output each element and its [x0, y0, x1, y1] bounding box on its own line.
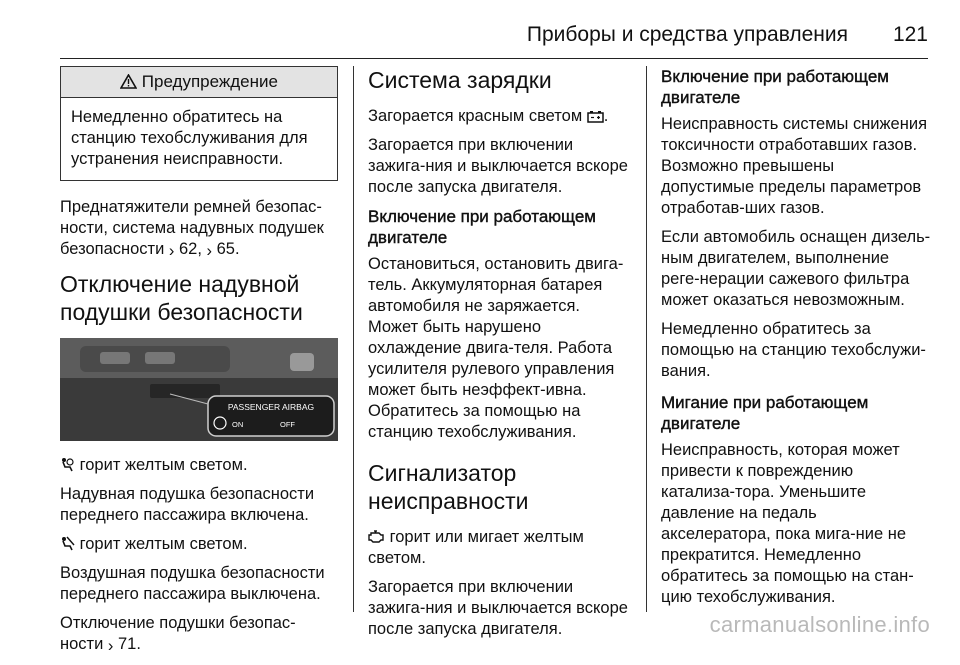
subheading: Включение при работающем двигателе [368, 207, 596, 247]
lamp-text: горит желтым светом. [79, 456, 248, 474]
lamp-text: горит желтым светом. [79, 535, 248, 553]
warning-title: Предупреждение [141, 72, 278, 91]
page-ref[interactable]: 65. [216, 240, 240, 258]
column-middle [368, 66, 633, 648]
paragraph: Если автомобиль оснащен дизель-ным двигателем, выполнение реге-нерации сажевого фильтра может оказаться невозможным. [661, 228, 931, 309]
airbag-on-icon [60, 457, 75, 472]
warning-box [60, 66, 338, 181]
charge-lit-line [368, 106, 633, 127]
airbag-off-icon [60, 536, 75, 551]
paragraph-text: Отключение подушки безопас-ности [60, 614, 296, 653]
page-ref-arrow-icon: › [168, 242, 175, 260]
header-title: Приборы и средства управления [526, 23, 848, 46]
page-ref-arrow-icon: › [206, 242, 213, 260]
warning-triangle-icon [120, 74, 137, 89]
paragraph: Неисправность, которая может привести к повреждению катализа-тора. Уменьшите давление на педаль акселератора, пока мига-ние не прекратится. Немедленно обратитесь за помощью на стан-цию техобслуживания. [661, 441, 914, 606]
column-divider [353, 66, 354, 612]
photo-off-label: OFF [280, 420, 295, 429]
mil-line [368, 527, 633, 569]
battery-icon [587, 110, 604, 123]
column-right [661, 66, 931, 616]
header-rule [60, 58, 928, 59]
airbag-off-line [60, 534, 338, 555]
warning-text: Немедленно обратитесь на станцию техобслуживания для устранения неисправности. [71, 108, 308, 168]
subheading: Мигание при работающем двигателе [661, 393, 869, 433]
photo-on-label: ON [232, 420, 244, 429]
page-number: 121 [892, 23, 928, 46]
page-ref[interactable]: 62, [179, 240, 202, 258]
airbag-ref-paragraph [60, 197, 338, 262]
section-heading: Отключение надувной подушки безопасности [60, 271, 303, 325]
page-header [60, 20, 928, 54]
section-heading: Сигнализатор неисправности [368, 460, 529, 514]
column-divider [646, 66, 647, 612]
mil-ignition-text: Загорается при включении зажига-ния и выключается вскоре после запуска двигателя. [368, 578, 628, 638]
airbag-off-desc: Воздушная подушка безопасности переднего пассажира выключена. [60, 564, 325, 603]
page-ref-arrow-icon: › [107, 637, 114, 655]
watermark: carmanualsonline.info [709, 612, 930, 637]
punctuation: . [603, 107, 609, 125]
engine-check-icon [368, 530, 385, 544]
column-left [60, 66, 338, 665]
charge-ignition-text: Загорается при включении зажига-ния и выключается вскоре после запуска двигателя. [368, 136, 628, 196]
section-heading: Система зарядки [368, 67, 552, 93]
warning-header [61, 67, 337, 98]
paragraph: Неисправность системы снижения токсичности отработавших газов. Возможно превышены допустимые пределы параметров отработав-ших газов. [661, 115, 927, 217]
subheading: Включение при работающем двигателе [661, 67, 889, 107]
photo-label: PASSENGER AIRBAG [227, 402, 315, 412]
paragraph-text: Загорается красным светом [368, 107, 583, 125]
lamp-text: горит или мигает желтым светом. [368, 528, 584, 567]
airbag-on-desc: Надувная подушка безопасности переднего пассажира включена. [60, 485, 315, 524]
engine-text: Остановиться, остановить двига-тель. Аккумуляторная батарея автомобиля не заряжается. Может быть нарушено охлаждение двига-теля. Работа усилителя рулевого управления может быть неэффект-ивна. Обратитесь за помощью на станцию техобслуживания. [368, 255, 624, 441]
airbag-on-line [60, 455, 338, 476]
paragraph-text: Преднатяжители ремней безопас-ности, система надувных подушек безопасности [60, 198, 324, 258]
page-ref[interactable]: 71. [118, 635, 141, 653]
airbag-panel-photo [60, 338, 338, 441]
paragraph: Немедленно обратитесь за помощью на станцию техобслужи-вания. [661, 320, 926, 380]
